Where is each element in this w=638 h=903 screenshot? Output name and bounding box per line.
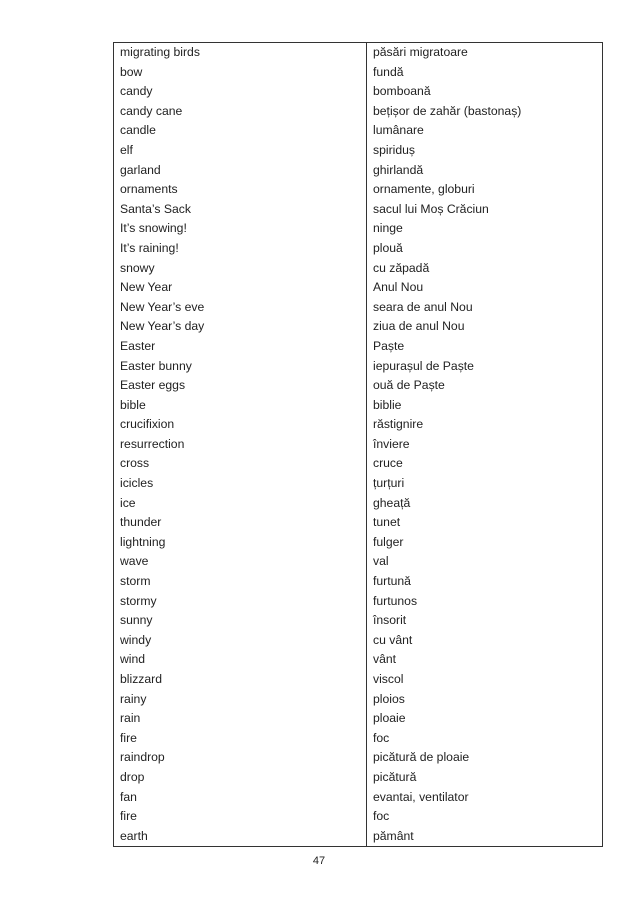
table-row: [114, 317, 603, 337]
table-row: [114, 298, 603, 318]
romanian-translation: țurțuri: [367, 474, 603, 494]
english-term: fire: [114, 729, 367, 749]
romanian-translation: foc: [367, 729, 603, 749]
table-row: [114, 161, 603, 181]
romanian-translation: picătură: [367, 768, 603, 788]
english-term: earth: [114, 827, 367, 847]
table-row: [114, 180, 603, 200]
romanian-translation: fulger: [367, 533, 603, 553]
table-row: [114, 474, 603, 494]
english-term: lightning: [114, 533, 367, 553]
table-row: [114, 572, 603, 592]
table-row: [114, 748, 603, 768]
romanian-translation: cruce: [367, 454, 603, 474]
romanian-translation: tunet: [367, 513, 603, 533]
romanian-translation: foc: [367, 807, 603, 827]
english-term: ice: [114, 494, 367, 514]
romanian-translation: Paște: [367, 337, 603, 357]
english-term: Easter: [114, 337, 367, 357]
romanian-translation: sacul lui Moș Crăciun: [367, 200, 603, 220]
table-row: [114, 768, 603, 788]
table-row: [114, 82, 603, 102]
english-term: sunny: [114, 611, 367, 631]
romanian-translation: ornamente, globuri: [367, 180, 603, 200]
romanian-translation: cu zăpadă: [367, 259, 603, 279]
romanian-translation: ziua de anul Nou: [367, 317, 603, 337]
romanian-translation: fundă: [367, 63, 603, 83]
table-row: [114, 709, 603, 729]
romanian-translation: val: [367, 552, 603, 572]
english-term: bible: [114, 396, 367, 416]
romanian-translation: înviere: [367, 435, 603, 455]
english-term: snowy: [114, 259, 367, 279]
english-term: elf: [114, 141, 367, 161]
english-term: Santa’s Sack: [114, 200, 367, 220]
english-term: ornaments: [114, 180, 367, 200]
romanian-translation: iepurașul de Paște: [367, 357, 603, 377]
english-term: windy: [114, 631, 367, 651]
romanian-translation: bețișor de zahăr (bastonaș): [367, 102, 603, 122]
table-row: [114, 337, 603, 357]
table-row: [114, 788, 603, 808]
romanian-translation: ninge: [367, 219, 603, 239]
english-term: fan: [114, 788, 367, 808]
english-term: Easter bunny: [114, 357, 367, 377]
romanian-translation: bomboană: [367, 82, 603, 102]
english-term: rain: [114, 709, 367, 729]
table-row: [114, 376, 603, 396]
english-term: candle: [114, 121, 367, 141]
table-row: [114, 807, 603, 827]
romanian-translation: păsări migratoare: [367, 43, 603, 63]
table-row: [114, 357, 603, 377]
romanian-translation: seara de anul Nou: [367, 298, 603, 318]
table-row: [114, 552, 603, 572]
english-term: resurrection: [114, 435, 367, 455]
english-term: crucifixion: [114, 415, 367, 435]
romanian-translation: cu vânt: [367, 631, 603, 651]
vocabulary-table-body: [114, 43, 603, 847]
romanian-translation: ouă de Paște: [367, 376, 603, 396]
table-row: [114, 631, 603, 651]
english-term: It’s raining!: [114, 239, 367, 259]
table-row: [114, 729, 603, 749]
english-term: thunder: [114, 513, 367, 533]
romanian-translation: evantai, ventilator: [367, 788, 603, 808]
table-row: [114, 513, 603, 533]
english-term: storm: [114, 572, 367, 592]
table-row: [114, 200, 603, 220]
table-row: [114, 827, 603, 847]
romanian-translation: pământ: [367, 827, 603, 847]
english-term: garland: [114, 161, 367, 181]
romanian-translation: furtună: [367, 572, 603, 592]
table-row: [114, 415, 603, 435]
table-row: [114, 102, 603, 122]
english-term: blizzard: [114, 670, 367, 690]
english-term: New Year: [114, 278, 367, 298]
table-row: [114, 219, 603, 239]
romanian-translation: viscol: [367, 670, 603, 690]
english-term: rainy: [114, 690, 367, 710]
romanian-translation: Anul Nou: [367, 278, 603, 298]
romanian-translation: ploios: [367, 690, 603, 710]
romanian-translation: ploaie: [367, 709, 603, 729]
romanian-translation: furtunos: [367, 592, 603, 612]
romanian-translation: ghirlandă: [367, 161, 603, 181]
romanian-translation: biblie: [367, 396, 603, 416]
table-row: [114, 454, 603, 474]
table-row: [114, 63, 603, 83]
english-term: bow: [114, 63, 367, 83]
english-term: Easter eggs: [114, 376, 367, 396]
english-term: candy cane: [114, 102, 367, 122]
table-row: [114, 650, 603, 670]
table-row: [114, 121, 603, 141]
english-term: New Year’s day: [114, 317, 367, 337]
table-row: [114, 259, 603, 279]
romanian-translation: vânt: [367, 650, 603, 670]
table-row: [114, 690, 603, 710]
english-term: It’s snowing!: [114, 219, 367, 239]
english-term: candy: [114, 82, 367, 102]
table-row: [114, 278, 603, 298]
romanian-translation: însorit: [367, 611, 603, 631]
english-term: stormy: [114, 592, 367, 612]
romanian-translation: lumânare: [367, 121, 603, 141]
table-row: [114, 141, 603, 161]
table-row: [114, 611, 603, 631]
vocabulary-table: [113, 42, 603, 847]
table-row: [114, 670, 603, 690]
table-row: [114, 396, 603, 416]
english-term: raindrop: [114, 748, 367, 768]
romanian-translation: răstignire: [367, 415, 603, 435]
romanian-translation: plouă: [367, 239, 603, 259]
english-term: drop: [114, 768, 367, 788]
page-number: 47: [312, 855, 326, 867]
english-term: cross: [114, 454, 367, 474]
romanian-translation: spiriduș: [367, 141, 603, 161]
english-term: wave: [114, 552, 367, 572]
romanian-translation: picătură de ploaie: [367, 748, 603, 768]
english-term: icicles: [114, 474, 367, 494]
table-row: [114, 533, 603, 553]
table-row: [114, 494, 603, 514]
english-term: wind: [114, 650, 367, 670]
table-row: [114, 43, 603, 63]
english-term: migrating birds: [114, 43, 367, 63]
table-row: [114, 435, 603, 455]
english-term: New Year’s eve: [114, 298, 367, 318]
table-row: [114, 239, 603, 259]
table-row: [114, 592, 603, 612]
romanian-translation: gheață: [367, 494, 603, 514]
english-term: fire: [114, 807, 367, 827]
